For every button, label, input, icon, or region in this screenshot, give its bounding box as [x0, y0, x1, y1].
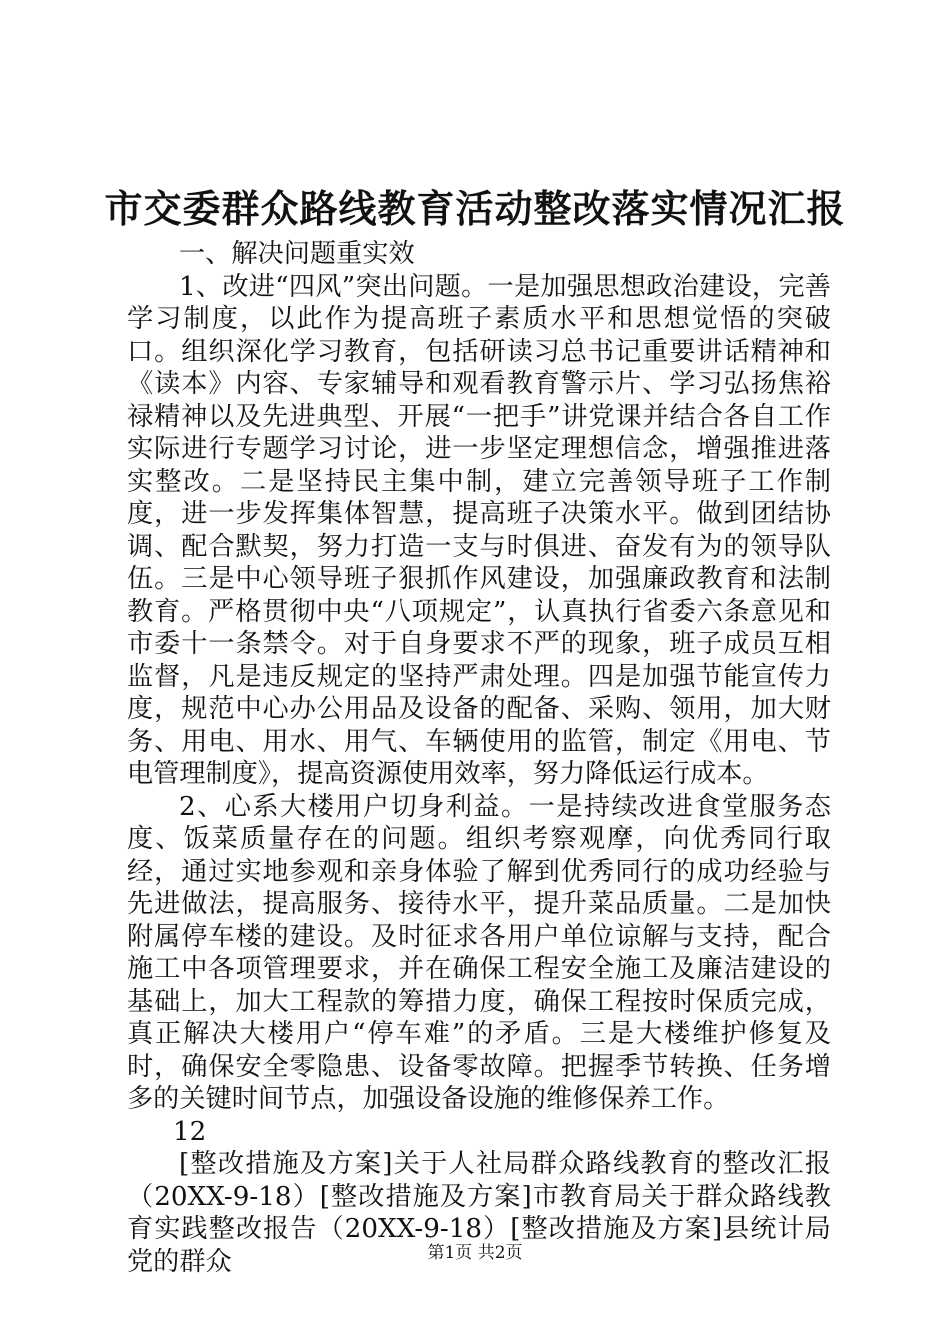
related-links-text: [整改措施及方案]关于人社局群众路线教育的整改汇报（20XX-9-18）[整改措施及方案]市教育局关于群众路线教育实践整改报告（20XX-9-18）[整改措施及方案]县统计局党的群众: [127, 1149, 831, 1277]
document-title: 市交委群众路线教育活动整改落实情况汇报: [104, 186, 846, 231]
document-body: [127, 238, 831, 1278]
page-footer: 第1页 共2页: [427, 1243, 523, 1263]
inline-page-marker: 12: [173, 1116, 207, 1147]
section-heading: 一、解决问题重实效: [179, 239, 415, 269]
paragraph-1: 1、改进“四风”突出问题。一是加强思想政治建设，完善学习制度，以此作为提高班子素质水平和思想觉悟的突破口。组织深化学习教育，包括研读习总书记重要讲话精神和《读本》内容、专家辅导和观看教育警示片、学习弘扬焦裕禄精神以及先进典型、开展“一把手”讲党课并结合各自工作实际进行专题学习讨论，进一步坚定理想信念，增强推进落实整改。二是坚持民主集中制，建立完善领导班子工作制度，进一步发挥集体智慧，提高班子决策水平。做到团结协调、配合默契，努力打造一支与时俱进、奋发有为的领导队伍。三是中心领导班子狠抓作风建设，加强廉政教育和法制教育。严格贯彻中央“八项规定”，认真执行省委六条意见和市委十一条禁令。对于自身要求不严的现象，班子成员互相监督，凡是违反规定的坚持严肃处理。四是加强节能宣传力度，规范中心办公用品及设备的配备、采购、领用，加大财务、用电、用水、用气、车辆使用的监管，制定《用电、节电管理制度》，提高资源使用效率，努力降低运行成本。: [127, 271, 831, 789]
paragraph-2: 2、心系大楼用户切身利益。一是持续改进食堂服务态度、饭菜质量存在的问题。组织考察观摩，向优秀同行取经，通过实地参观和亲身体验了解到优秀同行的成功经验与先进做法，提高服务、接待水平，提升菜品质量。二是加快附属停车楼的建设。及时征求各用户单位谅解与支持，配合施工中各项管理要求，并在确保工程安全施工及廉洁建设的基础上，加大工程款的筹措力度，确保工程按时保质完成，真正解决大楼用户“停车难”的矛盾。三是大楼维护修复及时，确保安全零隐患、设备零故障。把握季节转换、任务增多的关键时间节点，加强设备设施的维修保养工作。: [127, 791, 831, 1114]
